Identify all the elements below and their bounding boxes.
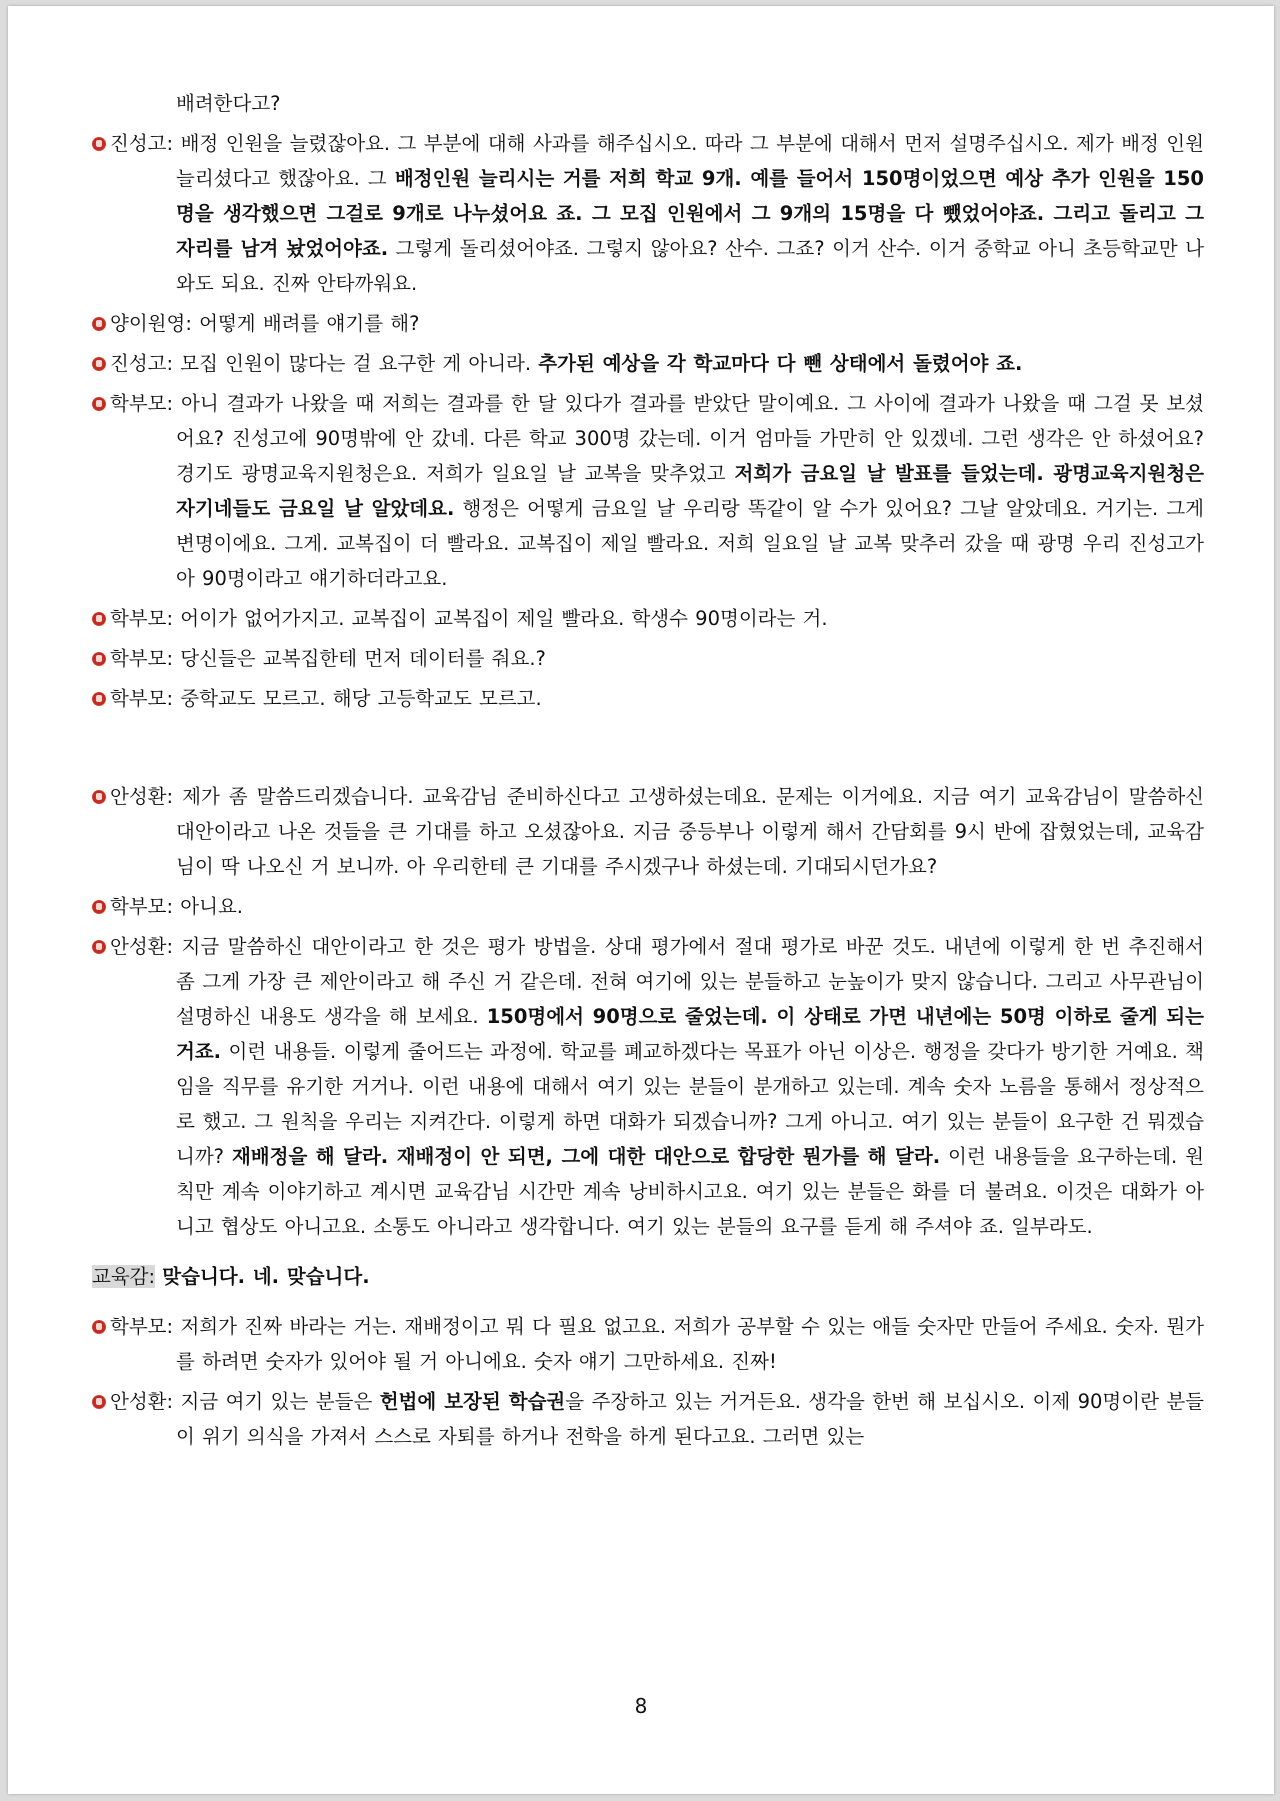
turn-text: 지금 말씀하신 대안이라고 한 것은 평가 방법을. 상대 평가에서 절대 평가로 바꾼 것도. 내년에 이렇게 한 번 추진해서 좀 그게 가장 큰 제안이라고 해 주신 거 같은데. 전혀 여기에 있는 분들하고 눈높이가 맞지 않습니다. 그리고 사무관님이 설명하신 내용도 생각을 해 보세요. [176, 935, 1204, 1028]
dialogue-turn [92, 306, 1204, 341]
turn-text: 아니요. [180, 895, 244, 918]
speaker-seal-icon [92, 692, 106, 706]
turn-text: 지금 여기 있는 분들은 [180, 1390, 380, 1413]
speaker-seal-icon [92, 900, 106, 914]
document-page [8, 6, 1274, 1794]
dialogue-turn [92, 779, 1204, 884]
speaker-label: 학부모: [110, 1315, 174, 1338]
turn-superintendent [92, 1259, 1204, 1294]
dialogue-turn [92, 889, 1204, 924]
speaker-label: 안성환: [110, 935, 174, 958]
turn-text: 제가 좀 말씀드리겠습니다. 교육감님 준비하신다고 고생하셨는데요. 문제는 이거에요. 지금 여기 교육감님이 말씀하신 대안이라고 나온 것들을 큰 기대를 하고 오셨잖아요. 지금 중등부나 이렇게 해서 간담회를 9시 반에 잡혔었는데, 교육감님이 딱 나오신 거 보니까. 아 우리한테 큰 기대를 주시겠구나 하셨는데. 기대되시던가요? [176, 785, 1204, 878]
speaker-seal-icon [92, 137, 106, 151]
speaker-seal-icon [92, 1320, 106, 1334]
turn-text: 배정 인원을 늘렸잖아요. 그 부분에 대해 사과를 해주십시오. 따라 그 부분에 대해서 먼저 설명주십시오. 제가 배정 인원 늘리셨다고 했잖아요. 그 [176, 132, 1204, 190]
transcript-body [92, 86, 1204, 1459]
turn-text: 을 주장하고 있는 거거든요. 생각을 한번 해 보십시오. 이제 90명이란 분들이 위기 의식을 가져서 스스로 자퇴를 하거나 전학을 하게 된다고요. 그러면 있는 [176, 1390, 1205, 1448]
dialogue-turn [92, 601, 1204, 636]
speaker-label: 학부모: [110, 895, 174, 918]
speaker-label-highlighted: 교육감: [92, 1265, 156, 1288]
dialogue-turn [92, 681, 1204, 716]
speaker-label: 학부모: [110, 392, 174, 415]
speaker-seal-icon [92, 612, 106, 626]
speaker-seal-icon [92, 317, 106, 331]
turn-text: 중학교도 모르고. 해당 고등학교도 모르고. [180, 687, 542, 710]
speaker-label: 학부모: [110, 647, 174, 670]
dialogue-turn [92, 929, 1204, 1244]
turn-text: 이런 내용들. 이렇게 줄어드는 과정에. 학교를 폐교하겠다는 목표가 아닌 이상은. 행정을 갖다가 방기한 거예요. 책임을 직무를 유기한 거거나. 이런 내용에 대해서 여기 있는 분들이 분개하고 있는데. 계속 숫자 노름을 통해서 정상적으로 했고. 그 원칙을 우리는 지켜간다. 이렇게 하면 대화가 되겠습니까? 그게 아니고. 여기 있는 분들이 요구한 건 뭐겠습니까? [176, 1040, 1204, 1168]
emphasized-text: 추가된 예상을 각 학교마다 다 뺀 상태에서 돌렸어야 죠. [538, 352, 1023, 375]
emphasized-text: 배정인원 늘리시는 거를 저희 학교 9개. 예를 들어서 150명이었으면 예상 추가 인원을 150명을 생각했으면 그걸로 9개로 나누셨어요 죠. 그 모집 인원에서 그 9개의 15명을 다 뺐었어야죠. 그리고 돌리고 그 자리를 남겨 놨었어야죠. [176, 167, 1204, 260]
speaker-seal-icon [92, 940, 106, 954]
turn-text: 당신들은 교복집한테 먼저 데이터를 줘요.? [180, 647, 546, 670]
speaker-seal-icon [92, 790, 106, 804]
dialogue-turn [92, 386, 1204, 596]
speaker-label: 학부모: [110, 607, 174, 630]
continuation-line: 배려한다고? [176, 92, 281, 115]
dialogue-turn [92, 1384, 1204, 1454]
speaker-label: 진성고: [110, 352, 174, 375]
speaker-seal-icon [92, 397, 106, 411]
dialogue-turn [92, 641, 1204, 676]
speaker-label: 양이원영: [110, 312, 192, 335]
speaker-label: 안성환: [110, 785, 174, 808]
speaker-seal-icon [92, 1395, 106, 1409]
speaker-seal-icon [92, 357, 106, 371]
turn-text: 이런 내용들을 요구하는데. 원칙만 계속 이야기하고 계시면 교육감님 시간만 계속 낭비하시고요. 여기 있는 분들은 화를 더 불려요. 이것은 대화가 아니고 협상도 아니고요. 소통도 아니라고 생각합니다. 여기 있는 분들의 요구를 듣게 해 주셔야 죠. 일부라도. [176, 1145, 1204, 1238]
turn-text: 아니 결과가 나왔을 때 저희는 결과를 한 달 있다가 결과를 받았단 말이예요. 그 사이에 결과가 나왔을 때 그걸 못 보셨어요? 진성고에 90명밖에 안 갔네. 다른 학교 300명 갔는데. 이거 엄마들 가만히 안 있겠네. 그런 생각은 안 하셨어요? 경기도 광명교육지원청은요. 저희가 일요일 날 교복을 맞추었고 [176, 392, 1204, 485]
turn-text: 맞습니다. 네. 맞습니다. [162, 1265, 370, 1288]
emphasized-text: 헌법에 보장된 학습권 [379, 1390, 566, 1413]
section-gap [92, 721, 1204, 779]
dialogue-turn [92, 346, 1204, 381]
speaker-label: 안성환: [110, 1390, 174, 1413]
turn-text: 모집 인원이 많다는 걸 요구한 게 아니라. [180, 352, 539, 375]
emphasized-text: 저희가 금요일 날 발표를 들었는데. 광명교육지원청은 자기네들도 금요일 날 알았데요. [176, 462, 1204, 520]
turn-text: 행정은 어떻게 금요일 날 우리랑 똑같이 알 수가 있어요? 그날 알았데요. 거기는. 그게 변명이에요. 그게. 교복집이 더 빨라요. 교복집이 제일 빨라요. 저희 일요일 날 교복 맞추러 갔을 때 광명 우리 진성고가 아 90명이라고 얘기하더라고요. [176, 497, 1205, 590]
turn-text: 저희가 진짜 바라는 거는. 재배정이고 뭐 다 필요 없고요. 저희가 공부할 수 있는 애들 숫자만 만들어 주세요. 숫자. 뭔가를 하려면 숫자가 있어야 될 거 아니에요. 숫자 얘기 그만하세요. 진짜! [176, 1315, 1205, 1373]
page-number: 8 [634, 1694, 648, 1718]
speaker-label: 학부모: [110, 687, 174, 710]
dialogue-turn [92, 126, 1204, 301]
turn-text: 어이가 없어가지고. 교복집이 교복집이 제일 빨라요. 학생수 90명이라는 거. [180, 607, 828, 630]
turn-text: 어떻게 배려를 얘기를 해? [199, 312, 420, 335]
dialogue-turn [92, 1309, 1204, 1379]
emphasized-text: 재배정을 해 달라. 재배정이 안 되면, 그에 대한 대안으로 합당한 뭔가를 해 달라. [231, 1145, 941, 1168]
turn-text: 그렇게 돌리셨어야죠. 그렇지 않아요? 산수. 그죠? 이거 산수. 이거 중학교 아니 초등학교만 나와도 되요. 진짜 안타까워요. [176, 237, 1204, 295]
speaker-label: 진성고: [110, 132, 174, 155]
emphasized-text: 150명에서 90명으로 줄었는데. 이 상태로 가면 내년에는 50명 이하로 줄게 되는 거죠. [176, 1005, 1204, 1063]
speaker-seal-icon [92, 652, 106, 666]
